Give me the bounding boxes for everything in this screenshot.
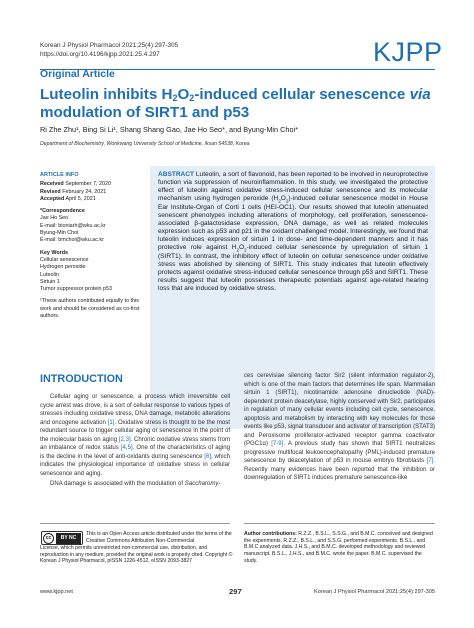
paragraph: DNA damage is associated with the modulation of Saccharomy- xyxy=(50,481,221,487)
correspondence-email[interactable]: E-mail: bioniarh@wku.ac.kr xyxy=(40,222,106,229)
article-title: Luteolin inhibits $H_2O_2$-induced cellular senescence via modulation of SIRT1 and p53 xyxy=(40,86,431,121)
journal-logo: KJPP xyxy=(373,37,443,67)
introduction-heading: INTRODUCTION xyxy=(40,373,123,385)
doi-link[interactable]: https://doi.org/10.4196/kjpp.2021.25.4.297 xyxy=(40,51,160,58)
journal-website-link[interactable]: www.kjpp.net xyxy=(40,589,73,595)
cc-icon: cc xyxy=(43,533,54,544)
paragraph: Cellular aging or senescence, a process which irreversible cell cycle arrest was drove, is a sort of cellular response to various types of stresses including oxidative stress, DNA damage, metabolic alterations and oncogene activation [1]. Oxidative stress is thought to be the most redundant source to trigger cellular aging or senescence in the point of the molecular basis on aging [2,3]. Chronic oxidative stress stems from an imbalance of redox status [4,5]. One of the characteristics of aging is the decline in the level of anti-oxidants during senescence [6], which indicates the physiological importance of oxidative stress in cellular senescence and aging. xyxy=(40,394,230,477)
correspondence-line: Jae Ho Seo xyxy=(40,215,69,222)
revised-date: Revised February 24, 2021 xyxy=(40,188,107,195)
received-date: Received September 7, 2020 xyxy=(40,181,112,188)
keywords-label: Key Words xyxy=(40,249,69,256)
correspondence-email[interactable]: E-mail: bmchoi@wku.ac.kr xyxy=(40,237,104,244)
license-text-continued: License, which permits unrestricted non-commercial use, distribution, and reproduction in any medium, provided the original work is properly cited. Copyright © Korean J Physiol Pharmacol, pISSN 1226-4512, eISSN 2093-3827 xyxy=(40,545,233,565)
citation-link[interactable]: [6] xyxy=(204,453,212,460)
affiliation: Department of Biochemistry, Wonkwang University School of Medicine, Iksan 54538, Korea xyxy=(40,141,250,147)
correspondence-label: *Correspondence xyxy=(40,208,85,215)
journal-header xyxy=(40,41,178,59)
body-column-right xyxy=(244,372,435,483)
co-first-author-note: ¹These authors contributed equally to this work and should be considered as co-first authors. xyxy=(40,298,140,320)
keyword: Luteolin xyxy=(40,271,59,278)
accepted-date: Accepted April 5, 2021 xyxy=(40,195,96,202)
citation-link[interactable]: [1] xyxy=(107,419,115,426)
citation-link[interactable]: [4,5] xyxy=(120,445,133,451)
keyword: Hydrogen peroxide xyxy=(40,264,86,271)
abstract-box: ABSTRACT Luteolin, a sort of flavonoid, has been reported to be involved in neuroprotective function via suppression of neuroinflammation. In this study, we investigated the protective effect of luteolin against oxidative stress-induced cellular senescence and its molecular mechanism using hydrogen peroxide $(H_2O_2)$-induced cellular senescence model in House Ear Institute-Organ of Corti 1 cells (HEI-OC1). Our results showed that luteolin attenuated senescent phenotypes including alterations of morphology, cell proliferation, senescence-associated β-galactosidase expression, DNA damage, as well as related molecules expression such as p53 and p21 in the oxidant challenged model. Interestingly, we found that luteolin induces expression of sirtuin 1 in dose- and time-dependent manners and it has protective role against $H_2O_2$-induced cellular senescence by upregulation of sirtuin 1 (SIRT1). In contrast, the inhibitory effect of luteolin on cellular senescence under oxidative stress was abolished by silencing of SIRT1. This study indicates that luteolin effectively protects against oxidative stress-induced cellular senescence through p53 and SIRT1. These results suggest that luteolin possesses therapeutic potentials against age-related hearing loss that are induced by oxidative stress. xyxy=(150,166,435,429)
license-text: This is an Open Access article distributed under the terms of the Creative Commons Attribution Non-Commercial xyxy=(86,531,232,544)
footnote-rule xyxy=(40,523,230,524)
page-number: 297 xyxy=(229,587,242,596)
footnote-rule xyxy=(244,523,435,524)
correspondence-line: Byung-Min Choi xyxy=(40,230,79,237)
keyword: Cellular senescence xyxy=(40,256,89,263)
author-contributions: Author contributions: R.Z.Z., B.S.L., S.S.G., and B.M.C. conceived and designed the experiments. R.Z.Z., B.S.L., and S.S.G. performed experiments. B.S.L., and B.M.C analyzed data. J.H.S., and B.M.C. developed methodology and reviewed manuscript. B.S.L., J.H.S., and B.M.C. wrote the paper. B.M.C. supervised the study. xyxy=(244,531,433,564)
body-column-left xyxy=(40,393,230,489)
citation-link[interactable]: [7-9] xyxy=(271,441,284,447)
article-type: Original Article xyxy=(40,68,115,80)
cc-license-icon xyxy=(41,531,83,545)
article-info-heading: ARTICLE INFO xyxy=(40,172,79,178)
paragraph: ces cerevisiae silencing factor Sir2 (silent information regulator-2), which is one of the main factors that determines life span. Mammalian sirtuin 1 (SIRT1), nicotinamide adenosine dinucleotide (NAD)-dependent protein deacetylase, highly conserved with Sir2, participates in regulation of many cellular events including cell cycle, senescence, apoptosis and metabolism by interacting with key molecules for those events like p53, signal transducer and activator of transcription (STAT3) and Peroxisome proliferator-activated receptor gamma coactivator (PGC1α) [7-9]. A previous study has shown that SIRT1 neutralizes progressive multifocal leukoencephalopathy (PML)-induced premature senescence by deacetylation of p53 in mouse embryo fibroblasts [7]. Recently many evidences have been reported that the inhibition or downregulation of SIRT1 induces premature senescence-like xyxy=(244,373,436,481)
citation-link[interactable]: [2,3] xyxy=(118,436,131,443)
abstract-label: ABSTRACT xyxy=(158,171,195,178)
by-nc-icon: BY NC xyxy=(56,533,81,544)
article-info xyxy=(40,172,140,320)
keyword: Tumor suppressor protein p53 xyxy=(40,286,113,293)
citation-link[interactable]: [7] xyxy=(426,458,434,464)
journal-citation: Korean J Physiol Pharmacol 2021;25(4):297-305 xyxy=(40,42,179,49)
keyword: Sirtuin 1 xyxy=(40,278,60,285)
author-list: Ri Zhe Zhu¹, Bing Si Li¹, Shang Shang Gao, Jae Ho Seo*, and Byung-Min Choi* xyxy=(40,125,298,134)
footer-citation: Korean J Physiol Pharmacol 2021;25(4):297-305 xyxy=(314,589,435,595)
